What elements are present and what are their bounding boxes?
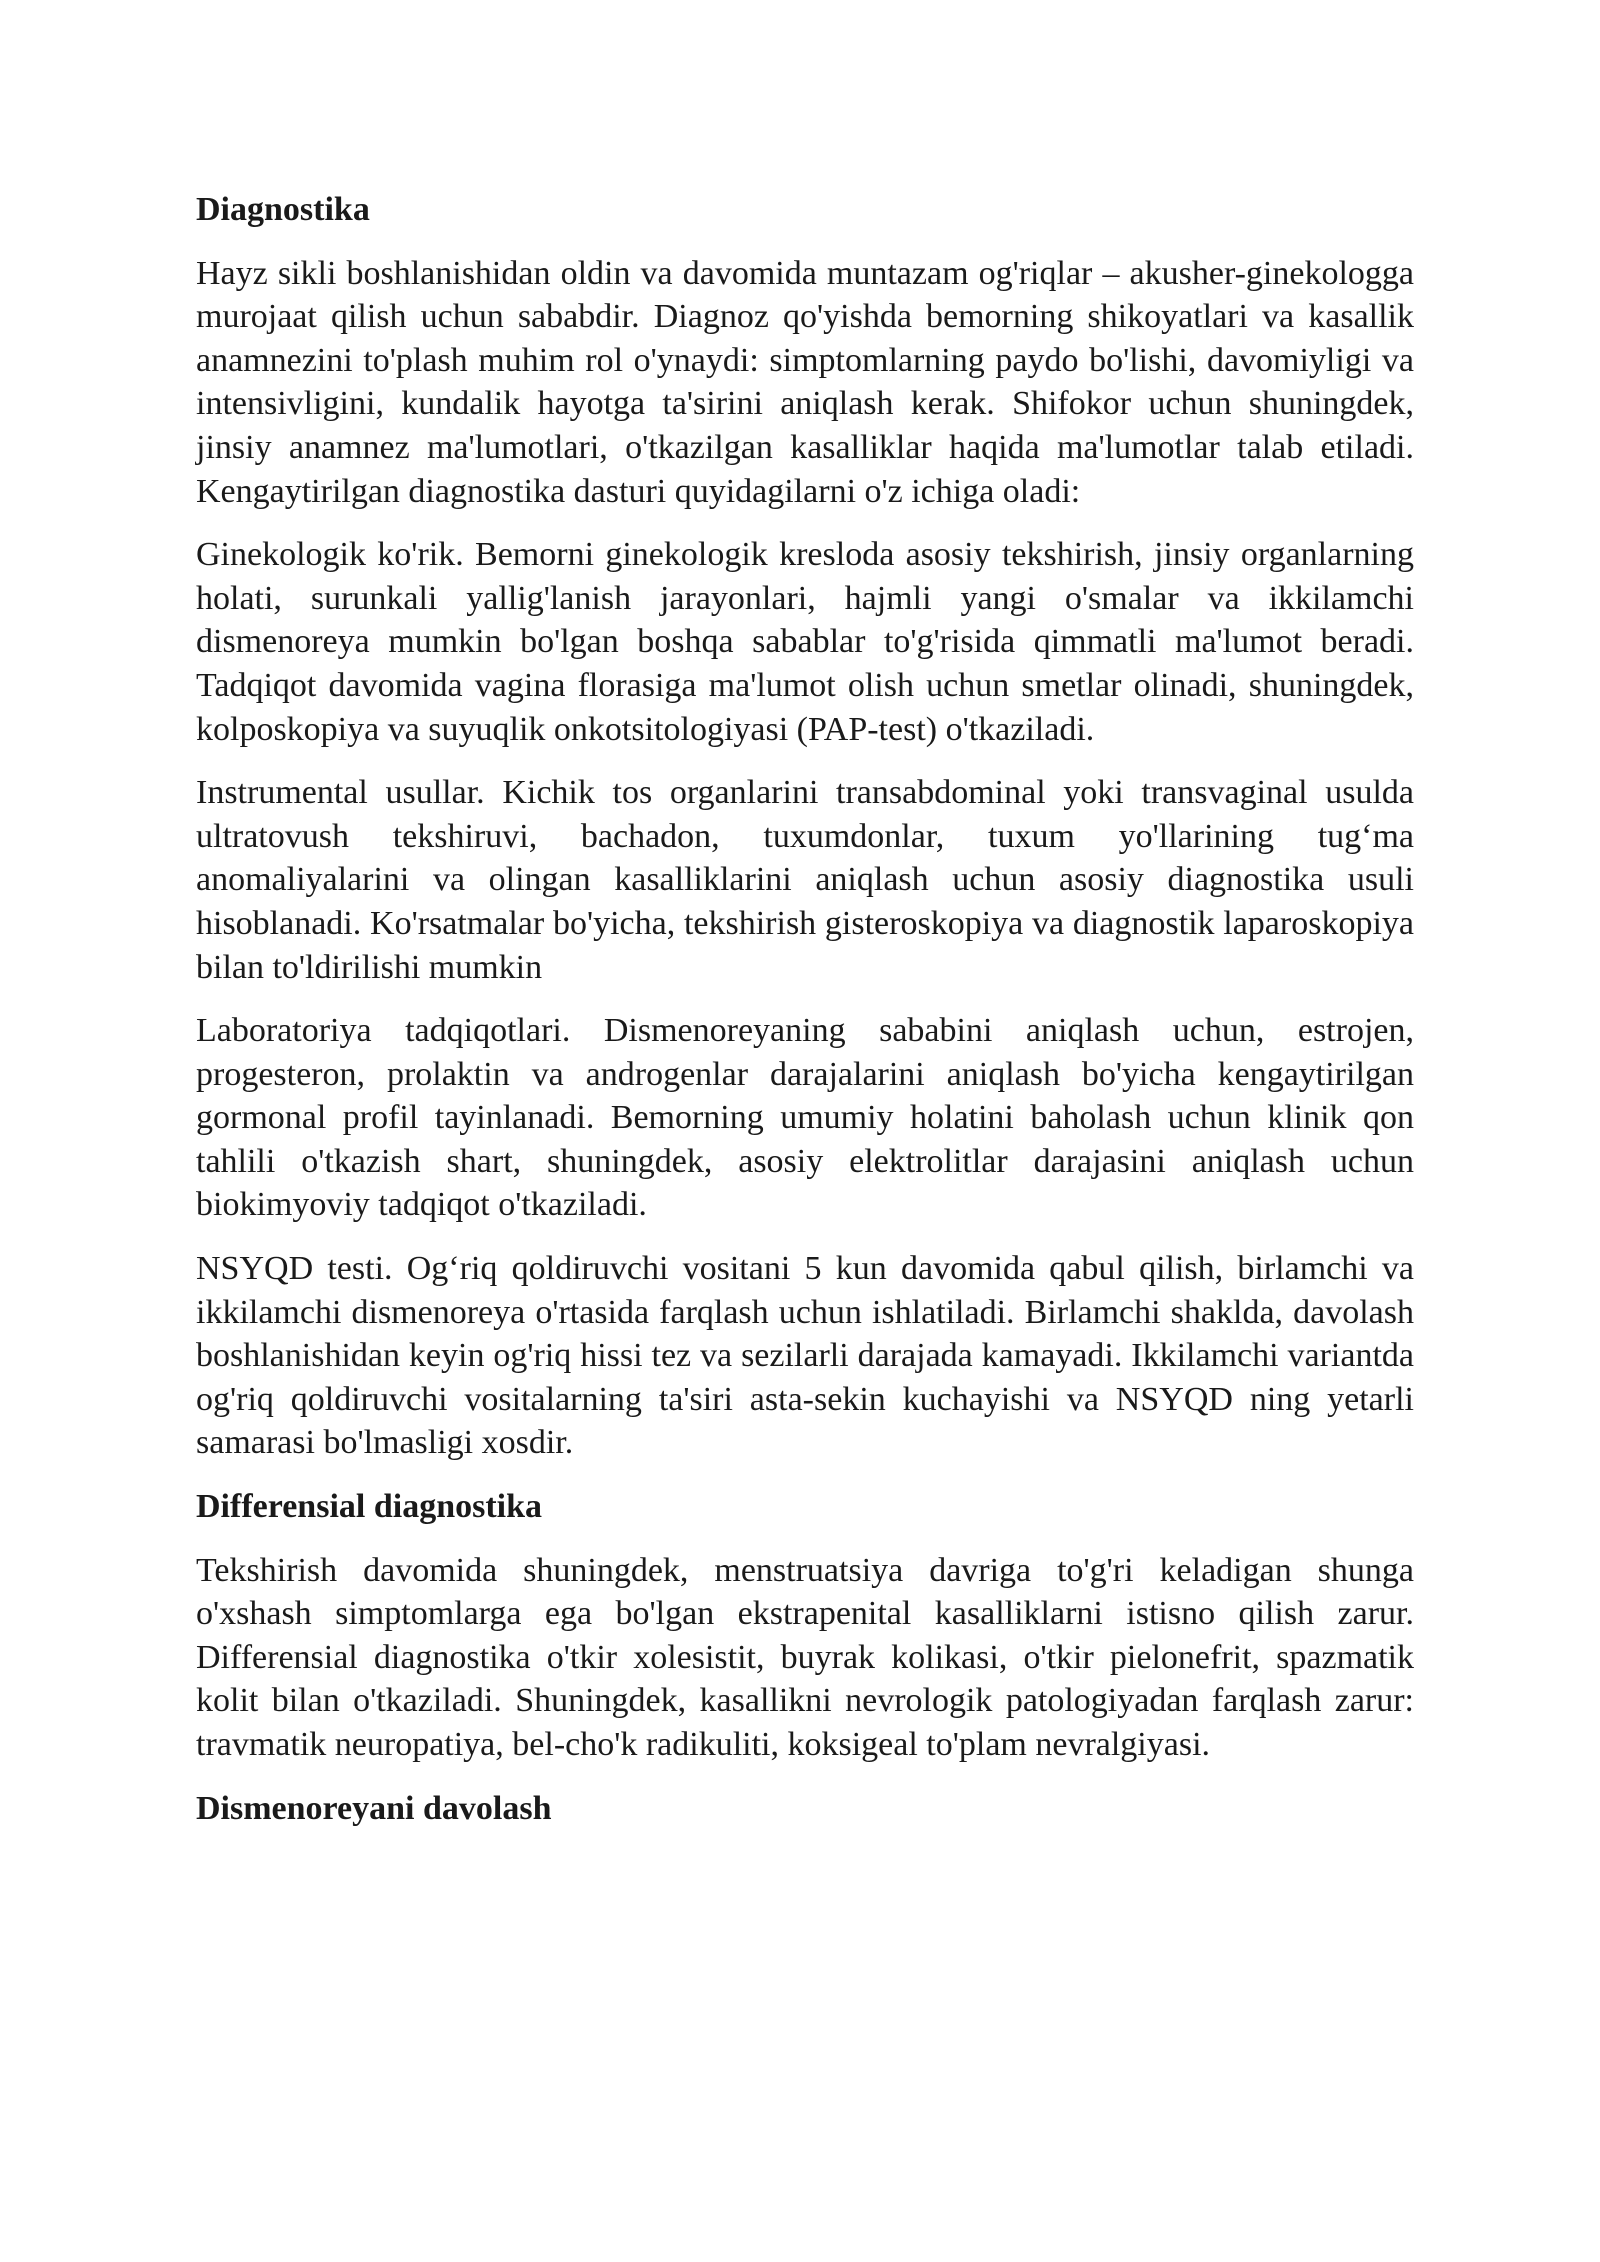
paragraph-gynecological-exam: Ginekologik ko'rik. Bemorni ginekologik kresloda asosiy tekshirish, jinsiy organlarning holati, surunkali yallig'lanish jarayonlari, hajmli yangi o'smalar va ikkilamchi dismenoreya mumkin bo'lgan boshqa sabablar to'g'risida qimmatli ma'lumot beradi. Tadqiqot davomida vagina florasiga ma'lumot olish uchun smetlar olinadi, shuningdek, kolposkopiya va suyuqlik onkotsitologiyasi (PAP-test) o'tkaziladi. [196,536,1414,748]
paragraph-intro: Hayz sikli boshlanishidan oldin va davomida muntazam og'riqlar – akusher-ginekologga murojaat qilish uchun sababdir. Diagnoz qo'yishda bemorning shikoyatlari va kasallik anamnezini to'plash muhim rol o'ynaydi: simptomlarning paydo bo'lishi, davomiyligi va intensivligini, kundalik hayotga ta'sirini aniqlash kerak. Shifokor uchun shuningdek, jinsiy anamnez ma'lumotlari, o'tkazilgan kasalliklar haqida ma'lumotlar talab etiladi. Kengaytirilgan diagnostika dasturi quyidagilarni o'z ichiga oladi: [196,254,1414,510]
paragraph-laboratory-tests: Laboratoriya tadqiqotlari. Dismenoreyaning sababini aniqlash uchun, estrojen, progesteron, prolaktin va androgenlar darajalarini aniqlash bo'yicha kengaytirilgan gormonal profil tayinlanadi. Bemorning umumiy holatini baholash uchun klinik qon tahlili o'tkazish shart, shuningdek, asosiy elektrolitlar darajasini aniqlash uchun biokimyoviy tadqiqot o'tkaziladi. [196,1012,1414,1224]
heading-treatment: Dismenoreyani davolash [196,1789,552,1827]
document-page [196,188,1414,1850]
paragraph-instrumental-methods: Instrumental usullar. Kichik tos organlarini transabdominal yoki transvaginal usulda ultratovush tekshiruvi, bachadon, tuxumdonlar, tuxum yo'llarining tug‘ma anomaliyalarini va olingan kasalliklarini aniqlash uchun asosiy diagnostika usuli hisoblanadi. Ko'rsatmalar bo'yicha, tekshirish gisteroskopiya va diagnostik laparoskopiya bilan to'ldirilishi mumkin [196,774,1414,986]
heading-diagnostika: Diagnostika [196,191,370,228]
heading-differential-diagnostics: Differensial diagnostika [196,1488,543,1526]
paragraph-nsyqd-test: NSYQD testi. Og‘riq qoldiruvchi vositani 5 kun davomida qabul qilish, birlamchi va ikkilamchi dismenoreya o'rtasida farqlash uchun ishlatiladi. Birlamchi shaklda, davolash boshlanishidan keyin og'riq hissi tez va sezilarli darajada kamayadi. Ikkilamchi variantda og'riq qoldiruvchi vositalarning ta'siri asta-sekin kuchayishi va NSYQD ning yetarli samarasi bo'lmasligi xosdir. [196,1250,1414,1462]
paragraph-differential: Tekshirish davomida shuningdek, menstruatsiya davriga to'g'ri keladigan shunga o'xshash simptomlarga ega bo'lgan ekstrapenital kasalliklarni istisno qilish zarur. Differensial diagnostika o'tkir xolesistit, buyrak kolikasi, o'tkir pielonefrit, spazmatik kolit bilan o'tkaziladi. Shuningdek, kasallikni nevrologik patologiyadan farqlash zarur: travmatik neuropatiya, bel-cho'k radikuliti, koksigeal to'plam nevralgiyasi. [196,1551,1414,1763]
